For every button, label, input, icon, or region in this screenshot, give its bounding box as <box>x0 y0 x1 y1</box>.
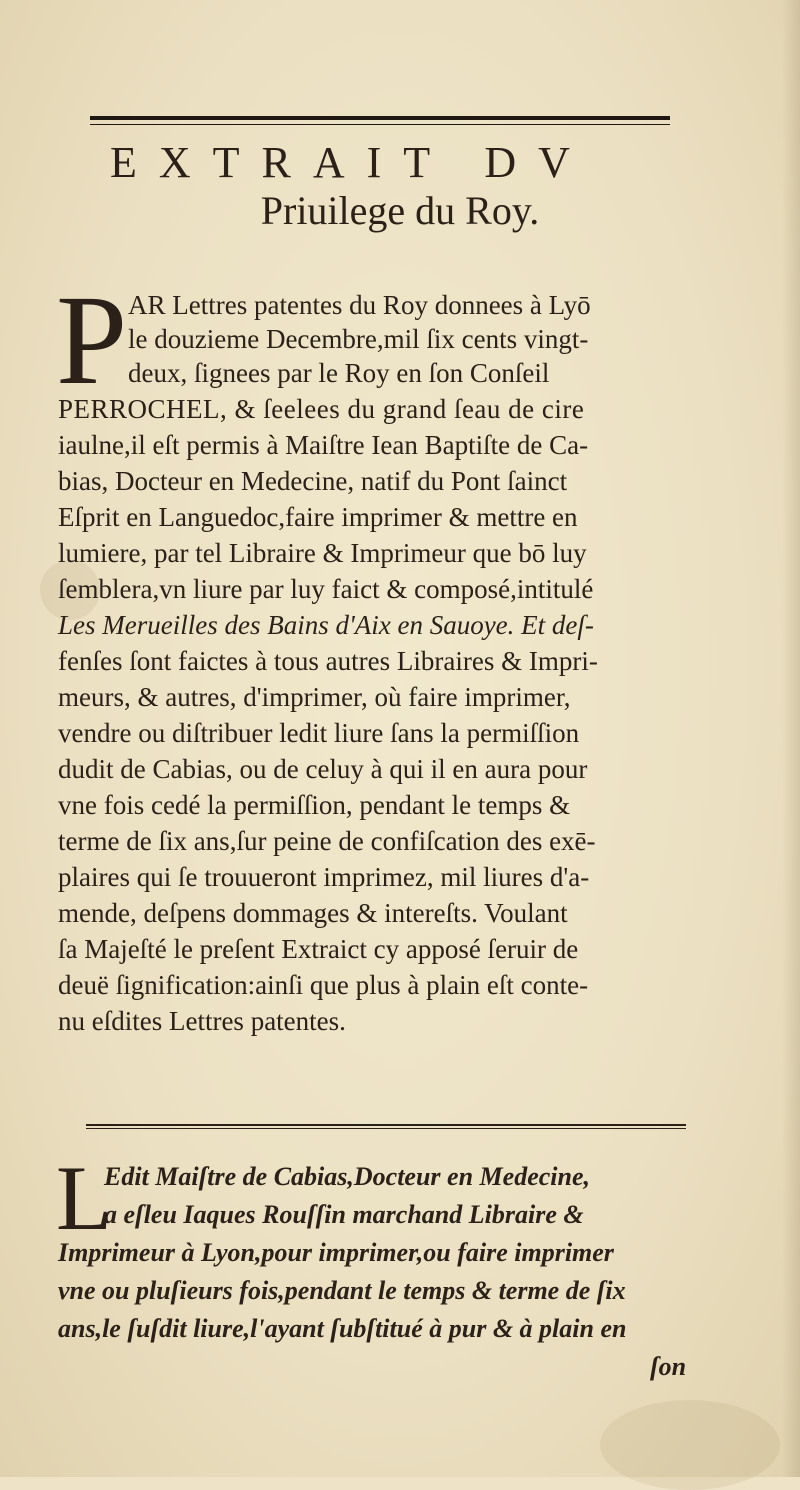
top-rule-thin <box>90 124 670 125</box>
body-line: bias, Docteur en Medecine, natif du Pont ſainct <box>58 466 568 496</box>
body-line: AR Lettres patentes du Roy donnees à Lyō <box>128 290 591 320</box>
body-line: ſemblera,vn liure par luy faict & composé,intitulé <box>58 574 594 604</box>
note-line: a eſleu Iaques Rouſſin marchand Libraire & <box>104 1200 584 1229</box>
body-line: terme de ſix ans,ſur peine de confiſcation des exē- <box>58 826 596 856</box>
body-line: le douzieme Decembre,mil ſix cents vingt- <box>128 324 589 354</box>
body-line: fenſes ſont faictes à tous autres Libraires & Impri- <box>58 646 598 676</box>
note-line: ans,le ſuſdit liure,l'ayant ſubſtitué à pur & à plain en <box>58 1314 627 1343</box>
top-rule <box>90 116 670 120</box>
body-line: nu eſdites Lettres patentes. <box>58 1006 346 1036</box>
section-rule <box>86 1124 686 1126</box>
body-line: deux, ſignees par le Roy en ſon Conſeil <box>128 358 550 388</box>
note-line: Imprimeur à Lyon,pour imprimer,ou faire imprimer <box>58 1238 614 1267</box>
body-line: iaulne,il eſt permis à Maiſtre Iean Baptiſte de Ca- <box>58 430 589 460</box>
body-line: PERROCHEL, & ſeelees du grand ſeau de cire <box>58 394 585 424</box>
heading-priuilege: Priuilege du Roy. <box>260 188 540 233</box>
body-line: mende, deſpens dommages & intereſts. Voulant <box>58 898 568 928</box>
catchword: ſon <box>650 1352 687 1381</box>
body-line: vendre ou diſtribuer ledit liure ſans la permiſſion <box>58 718 580 748</box>
section-rule-thin <box>86 1128 686 1129</box>
note-line: Edit Maiſtre de Cabias,Docteur en Medecine, <box>104 1162 591 1191</box>
body-line: vne fois cedé la permiſſion, pendant le temps & <box>58 790 571 820</box>
body-line: plaires qui ſe trouueront imprimez, mil liures d'a- <box>58 862 590 892</box>
body-line: ſa Majeſté le preſent Extraict cy apposé ſeruir de <box>58 934 579 964</box>
note-line: vne ou pluſieurs fois,pendant le temps & terme de ſix <box>58 1276 626 1305</box>
body-line: meurs, & autres, d'imprimer, où faire imprimer, <box>58 682 571 712</box>
body-line-title: Les Merueilles des Bains d'Aix en Sauoye. Et deſ- <box>58 610 594 640</box>
body-line: Eſprit en Languedoc,faire imprimer & mettre en <box>58 502 578 532</box>
heading-extrait: EXTRAIT DV <box>110 138 592 187</box>
drop-cap-l: L <box>56 1147 113 1249</box>
body-line: dudit de Cabias, ou de celuy à qui il en aura pour <box>58 754 588 784</box>
drop-cap-p: P <box>56 269 128 411</box>
body-line: deuë ſignification:ainſi que plus à plain eſt conte- <box>58 970 589 1000</box>
body-line: lumiere, par tel Libraire & Imprimeur que bō luy <box>58 538 587 568</box>
